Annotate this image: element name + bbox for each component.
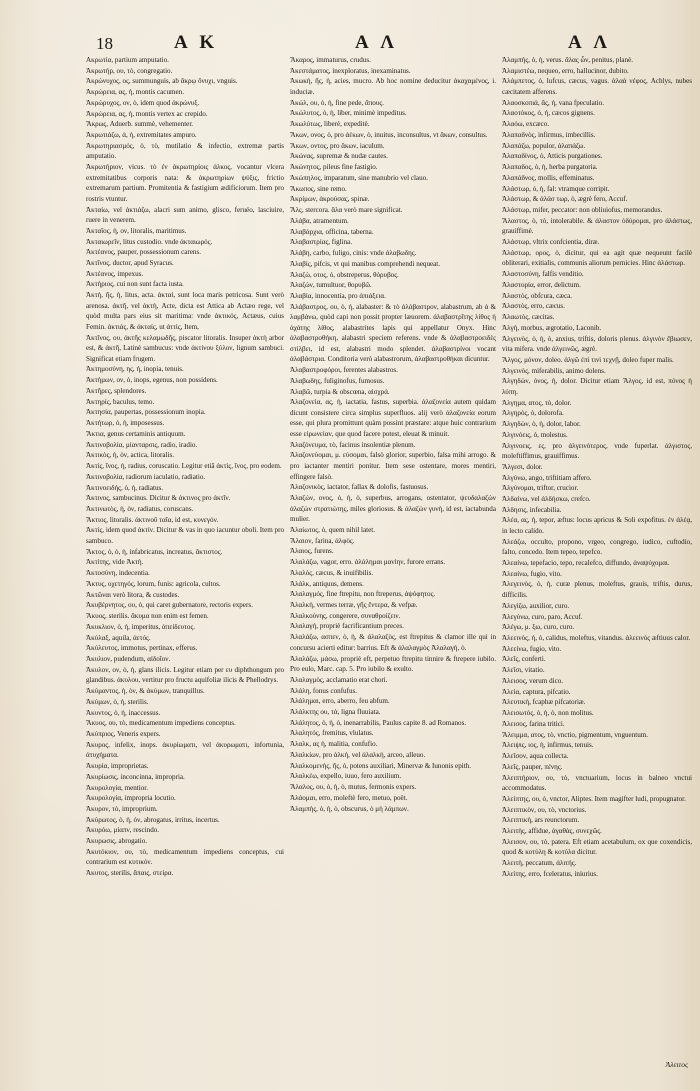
dictionary-entry: Ἀλαβῶ, turpia & obscœna, αἰσχρά. <box>290 387 390 396</box>
dictionary-entry: Ἀλδησις, infecabilia. <box>502 505 562 514</box>
dictionary-entry: Ἀλαστὸς, obfcura, cæca. <box>502 291 573 300</box>
dictionary-entry: Ἀκταῖος, ἡ, ον, litoralis, maritimus. <box>86 226 187 235</box>
dictionary-entry: Ἀλαλκούνης, congerere, συναθροίζειν. <box>290 611 401 620</box>
dictionary-entry: Ἀλαπάδνος, mollis, effeminatus. <box>502 173 595 182</box>
dictionary-entry: Ἀλάβαστρος, ου, ὁ, ἡ, alabaster: & τὸ ἀλάβαστρον, alabastrum, ab ἀ & λαμβάνω, quòd capi non possit propter læuorem. ἀλαβαστρῖτης λίθος ἡ ἀχάτης λίθος, alabastrites lapis qui appellatur Onyx. Hinc ἀλαβαστροθήκη, alabastri speciem referens. vnde & ἀλαβαστροειδὲς στίλβει, id est, alabastri modo splendet. ἀλαβαστρίνοι vocant ἀλαβάστρια. Conditoria verò alabastrorum, ἀλαβαστροθήκαι dicuntur. <box>290 302 496 364</box>
dictionary-entry: Ἀλαβίς, pifcis, vt qui manibus comprehendi nequeat. <box>290 259 441 268</box>
dictionary-entry: Ἀκυλιον, pudendum, αἰδοῖον. <box>86 655 171 664</box>
dictionary-entry: Ἀλαιος, furens. <box>290 547 334 556</box>
dictionary-entry: Ἀκυβέρνητος, ου, ὁ, qui caret gubernatore, rectoris expers. <box>86 601 253 610</box>
dictionary-entry: Ἀλαλητός, fremitus, vlulatus. <box>290 729 374 738</box>
dictionary-entry: Ἀλδαίνω, vel ἀλδήσκω, crefco. <box>502 494 591 503</box>
dictionary-entry: Ἀκυρίωσις, inconcinna, impropria. <box>86 772 185 781</box>
dictionary-entry: Ἀκτῶναι verò litora, & custodes. <box>86 590 180 599</box>
dictionary-entry: Ἄλαλος, ου, ὁ, ἡ, ὁ, mutus, fermonis expers. <box>290 783 417 792</box>
dictionary-entry: Ἀλαοτόκος, ὁ, ἡ, cæcos gignens. <box>502 109 595 118</box>
dictionary-entry: Ἀκυρωσις, abrogatio. <box>86 837 148 846</box>
dictionary-entry: Ἀλαζὼν, ονος, ὁ, ἡ, ὁ, superbus, arrogans, ostentator, ψευδαλαζὼν ἀλαζὼν στρατιώτης, miles gloriosus. & ἀλαζὼν γυνὴ, id est, iactabunda mulier. <box>290 494 496 524</box>
dictionary-entry: Ἀλαλὸς, cæcus, & inuifibilis. <box>290 568 374 577</box>
dictionary-entry: Ἀκτίτης, vide Ἀκτὴ. <box>86 558 144 567</box>
dictionary-entry: Ἀκυτος, sterilis, ἄπαις, στείρα. <box>86 869 174 878</box>
dictionary-entry: Ἀλέγω, μ. ξω, curo, curo. <box>502 623 575 632</box>
dictionary-entry: Ἀλαίωτος, ὁ, quem nihil latet. <box>290 525 376 534</box>
dictionary-entry: Ἀλαοσκοπιά, ᾶς, ἡ, vana fpeculatio. <box>502 98 604 107</box>
dictionary-entry: Ἀκταιωρεῖν, litus custodio. vnde ἀκταιωρός. <box>86 237 213 246</box>
dictionary-entry: Ἀλεισος, verum dico. <box>502 676 564 685</box>
dictionary-entry: Ἀλάβα, atramentum. <box>290 216 349 225</box>
dictionary-entry: Ἀκτησία, paupertas, possessionum inopia. <box>86 408 206 417</box>
dictionary-entry: Ἀκωλύτως, liberè, expeditè. <box>290 120 370 129</box>
dictionary-entry: Ἀλεῖς, pauper, πένης. <box>502 762 563 771</box>
dictionary-entry: Ἀκτινοβολία, radiorum iaculatio, radiatio. <box>86 472 206 481</box>
dictionary-entry: Ἀλεείνω, fugio, vito. <box>502 644 562 653</box>
dictionary-entry: Ἄκτια, genus certaminis antiquum. <box>86 429 186 438</box>
running-head-center: A Λ <box>355 32 399 53</box>
dictionary-entry: Ἀκτινοειδής, ὁ, ἡ, radiatus. <box>86 483 164 492</box>
dictionary-entry: Ἀλάστωρ, ὁ, ἡ, fal: vtramque corripit. <box>502 184 610 193</box>
dictionary-entry: Ἀλγὴ, morbus, ægrotatio, Laconib. <box>502 323 602 332</box>
dictionary-entry: Ἀκτημοσύνη, ης, ἡ, inopia, tenuis. <box>86 365 184 374</box>
dictionary-entry: Ἀλειπτήριον, ου, τὸ, vnctuarium, locus in balneo vnctui accommodatus. <box>502 773 692 793</box>
dictionary-entry: Ἀκτοσύνη, indecentia. <box>86 569 150 578</box>
dictionary-entry: Ἀκρώνυχος, ος, summunguis, ab ἄκρῳ ὄνυχι, vnguis. <box>86 77 238 86</box>
dictionary-entry: Ἀλειτὴ, peccatum, ἀλιτής. <box>502 859 577 868</box>
dictionary-entry: Ἀλαωτὸς, cæcitas. <box>502 313 555 322</box>
dictionary-entry: Ἀκώνας, supremæ & nudæ cautes. <box>290 152 388 161</box>
dictionary-entry: Ἀλαμπής, ὁ, ἡ, verus. ἄλας ὧν, penitus, planè. <box>502 56 634 64</box>
dictionary-entry: Ἀλαόω, excæco. <box>502 120 550 129</box>
dictionary-entry: Ἀκτῖνος, ου, ἀκτῆς κελαμωδῆς, piscator litoralis. Insuper ἀκτὴ arbor est, & ἀκτῆ, Latinè sambucus: vnde ἀκτίνου ξύλον, lignum sambuci. Significat etiam frugem. <box>86 333 284 363</box>
dictionary-entry: Ἀκύμαντος, ἡ, ὁν, & ἀκύμων, tranquillus. <box>86 687 205 696</box>
dictionary-entry: Ἀκωκή, ῆς, ἡ, acies, mucro. Ab hoc nomine deducitur ἀκαχαμένος, i. induciæ. <box>290 77 496 97</box>
dictionary-entry: Ἄκων, ονος, ὁ, pro ἀέκων, ὁ, inuitus, inconsultus, vt ἄκων, consultus. <box>290 130 488 139</box>
dictionary-entry: Ἀλεῖσι, vitatio. <box>502 666 545 675</box>
dictionary-entry: Ἀκρωτήριον, vicus. τὸ ἐν ἀκρωτηρίοις ἀλκος, vocantur vlcera extremitatibus corporis nata: & ἀκρωτηρίων ψύξις, frictio extremarum partium. Promitentia & fastigium ædificiorum. Item pro rostris vtuntur. <box>86 163 284 203</box>
dictionary-entry: Ἀλεῖς, conferti. <box>502 655 546 664</box>
dictionary-entry: Ἀλαβία, innocentia, pro ἀπιάξεια. <box>290 291 386 300</box>
dictionary-entry: Ἀκτινοβολία, μίανταρσις, radio, iradio. <box>86 440 198 449</box>
dictionary-entry: Ἀλάστωρ, ορος, ὁ, dicitur, qui ea agit quæ nequeunt facilè obliterari, exitialis, communis aliorum pernicies. Hinc ἀλάστωρ. <box>502 248 692 268</box>
dictionary-entry: Ἄλειμμα, ατος, τὸ, vnctio, pigmentum, vnguentum. <box>502 730 649 739</box>
running-head-right: A Λ <box>568 32 612 53</box>
dictionary-entry: Ἀλαλκομενής, ῆς, ὁ, potens auxiliari, Minervæ & Iunonis epith. <box>290 761 472 770</box>
dictionary-entry: Ἀλαζόνευμα, τὸ, facinus insolentiæ plenum. <box>290 440 416 449</box>
dictionary-entry: Ἀλαζονεία, ας, ἡ, iactatia, fastus, superbia. ἀλαζονεία autem quidam dicunt consistere circa simplus superfluos. alij verò ἀλαζονεία eorum esse, qui plura promittunt quàm possint præstare: atque huic contrarium esse εἰρωνείαν, que quod facere potest, eleuat & minuit. <box>290 398 496 439</box>
dictionary-entry: Ἀλαζονεύομαι, μ. εύσομαι, falsò glorior, superbio, falsa mihi arrogo. & pro iactanter mentiri ponitur. Item sese ostentare, mores mentiri, effingere falsò. <box>290 451 496 481</box>
column-right <box>502 55 692 1075</box>
dictionary-entry: Ἀλαβαστροφόροι, ferentes alabastros. <box>290 366 398 375</box>
dictionary-entry: Ἀκυρον, τὸ, improprium. <box>86 804 158 813</box>
dictionary-entry: Ἀλαλάζω, vagor, erro. ἀλάλημαι μανίην, furore errans. <box>290 558 446 567</box>
dictionary-entry: Ἀκτήτωρ, ὁ, ἡ, imposessus. <box>86 419 165 428</box>
dictionary-entry: Ἀλεισος, farina tritici. <box>502 719 565 728</box>
dictionary-entry: Ἀλεισον, ου, τὸ, patera. Eft etiam acetabulum, ox que coxendicis, quod & κοτύλη & κοτύλα dicitur. <box>502 837 692 857</box>
dictionary-entry: Ἀλαλαγὴ, propriè facrificantium preces. <box>290 622 404 631</box>
dictionary-entry: Ἀκτηρίς, baculus, temo. <box>86 397 155 406</box>
dictionary-entry: Ακρωτία, partium amputatio. <box>86 56 169 64</box>
dictionary-entry: Ἀλαβάρχια, officina, taberna. <box>290 227 374 236</box>
dictionary-entry: Ἀλαλκ, ας ἡ, malitia, confufio. <box>290 740 378 749</box>
dictionary-entry: Ἀκτέανος, pauper, possessionum carens. <box>86 248 201 257</box>
dictionary-entry: Ἀκύμων, ὁ, ἡ, sterilis. <box>86 697 149 706</box>
dictionary-entry: Ἀκτήμων, ον, ὁ, inops, egenus, non possidens. <box>86 376 218 385</box>
dictionary-entry: Ἀλάλημαι, erro, aberro, feu abfum. <box>290 697 390 706</box>
dictionary-entry: Ἀκτῆρες, splendores. <box>86 386 147 395</box>
dictionary-entry: Ἀλαβωδης, fuliginofus, fumosus. <box>290 376 385 385</box>
dictionary-entry: Ἀλεαίνω, tepefacio, tepo, recalefco, diffundo, ἀναψύχομαι. <box>502 559 670 568</box>
column-middle <box>290 55 496 1075</box>
dictionary-entry: Ἀκτικὸς, ἡ, ὁν, actica, litoralis. <box>86 451 175 460</box>
dictionary-entry: Ἄκτος, ὁ, ὁ, ἡ, infabricatus, increatus, ἄκτιστος. <box>86 547 223 556</box>
dictionary-entry: Ἀλαλκὴ, vermes terræ, γῆς ἔντερα, & vefpæ. <box>290 601 418 610</box>
dictionary-entry: Ἄλγος, μόνον, doleo. ἀλγῶ ἐπὶ τινὶ τεχνῇ, doleo fuper malis. <box>502 355 674 364</box>
dictionary-entry: Ἄλαιον, farina, ἀλφὸς. <box>290 536 355 545</box>
dictionary-entry: Ἀκτινος, sambucinus. Dicitur & ἀκτινος pro ἀκτῖν. <box>86 494 231 503</box>
dictionary-entry: Ἀλγηρὸς, ὁ, dolorofa. <box>502 409 564 418</box>
dictionary-entry: Ἀλείπτης, ου, ὁ, vnctor, Aliptes. Item magifter ludi, propugnator. <box>502 794 686 803</box>
dictionary-entry: Ἀλάμπετος, ὁ, lufcus, cæcus, vagus. ἀλαὰ νέφος, Achlys, nubes cæcitatem afferens. <box>502 77 692 97</box>
dictionary-entry: Ἀκυρος, infelix, inops. ἀκυρίωματι, vel ἀκυρωματι, infortunia, ἀτυχήματα. <box>86 740 284 760</box>
dictionary-entry: Ἄλαστος, ὁ, τὸ, intolerabile. & ἀλαστον ὀδύρομαι, pro ἀλάστως, grauiffimè. <box>502 216 692 236</box>
dictionary-entry: Ἄκυος, ου, τὸ, medicamentum impediens conceptus. <box>86 719 236 728</box>
dictionary-entry: Ἀκώπηλος, imparatum, sine manubrio vel clauo. <box>290 173 428 182</box>
dictionary-entry: Ἀλεαίνω, fugio, vito. <box>502 569 562 578</box>
dictionary-entry: Ἀλάστωρ, & ἀλάσ τωρ, ὁ, ægrè fero, Accuf. <box>502 195 628 204</box>
dictionary-entry: Ἀκρίμων, ἀκρούσας, spinæ. <box>290 195 370 204</box>
dictionary-entry: Ἀλάομαι, erro, moleftè fero, metuo, poët. <box>290 793 408 802</box>
dictionary-entry: Ἀλέα, ας, ἡ, tepor, æftus: locus apricus & Soli expofitus. ἐν ἀλέᾳ, in lecto calido. <box>502 516 692 535</box>
dictionary-entry: Ἀκύπριος, Veneris expers. <box>86 730 161 739</box>
dictionary-entry: Ἀλαστὸς, erro, cæcus. <box>502 302 565 311</box>
dictionary-entry: Ἀλαμιστέω, nequeo, erro, hallucinor, dubito. <box>502 66 629 75</box>
dictionary-entry: Ἀλείτης, erro, fceleratus, iniurius. <box>502 869 598 878</box>
dictionary-entry: Ἀλεία, captura, pifcatio. <box>502 687 571 696</box>
column-left <box>86 55 284 1075</box>
dictionary-entry: Ἀλγηδὼν, ὁ, ἡ, dolor, labor. <box>502 420 581 429</box>
page-number: 18 <box>96 34 113 53</box>
dictionary-entry: Ἀκώλυτος, ὁ, ἡ, liber, minimè impeditus. <box>290 109 407 118</box>
dictionary-entry: Ἀκτή, ῆς, ἡ, litus, acta. ἀκταὶ, sunt loca maris petricosa. Sunt verò arenosa. ἀκτῆ, vel ἀκτὴ, Acte, dicta est Attica ab Actæo rege, vel quòd multa pars eius sit maritima: vnde ἀκτικός, Actæus, cuius Femin. ἀκτιάς, & ἀκταίς, ut ἀττὶς, Item, <box>86 291 284 331</box>
running-head-left: A K <box>174 32 219 53</box>
dictionary-entry: Ἄλγεσι, dolor. <box>502 462 543 471</box>
dictionary-entry: Ἀλάλη, fonus confufus. <box>290 686 358 695</box>
dictionary-entry: Ἀκυρολογία, mentior. <box>86 783 149 792</box>
dictionary-entry: Ἀλάστωρ, mifer, peccator: non obliuiofus, memorandus. <box>502 206 663 215</box>
dictionary-entry: Ἀλαλαγμός, fine ftrepitu, non ftreperus, ἀψόφητος. <box>290 590 436 599</box>
dictionary-entry: Ἄκυος, sterilis. ἄκυμα non enim est femen. <box>86 612 209 621</box>
dictionary-entry: Ἀκτήριος, cui non sunt facta iusta. <box>86 280 184 289</box>
dictionary-entry: Ἀκώλ, ου, ὁ, ἡ, fine pede, ἄπους. <box>290 98 384 107</box>
dictionary-entry: Ἀκώνητος, pileus fine fastigio. <box>290 163 378 172</box>
dictionary-entry: Ἀλαπαδος, ὁ, ἡ, herba purgatoria. <box>502 163 598 172</box>
dictionary-entry: Ἀλεῖσον, aqua collecta. <box>502 752 569 761</box>
dictionary-entry: Ἀλεγεινὸς, ὁ, ἡ, curæ plenus, moleftus, grauis, triftis, durus, difficilis. <box>502 580 692 600</box>
dictionary-entry: Ἀλγημα, ατος, τὸ, dolor. <box>502 398 572 407</box>
dictionary-entry: Ἀλειπτικὸν, ου, τὸ, vnctorius. <box>502 805 587 814</box>
dictionary-entry: Ἀλεεινὸς, ἡ, ὁ, calidus, moleftus, vitandus. ἀλεεινὸς æftiuus calor. <box>502 633 691 642</box>
catchword: Ἀλειτος <box>665 1060 688 1069</box>
dictionary-entry: Ἀλαπαδνὸς, infirmus, imbecillis. <box>502 130 596 139</box>
dictionary-entry: Ἀλάλκτης ου, τὰ, ligna fluuiata. <box>290 707 381 716</box>
dictionary-entry: Ἀλαστοσύνη, falfis venditio. <box>502 270 584 279</box>
dictionary-entry: Ἀλαλκέω, expello, iuuo, fero auxilium. <box>290 772 402 781</box>
dictionary-entry: Ἄκωπος, sine remo. <box>290 184 347 193</box>
dictionary-entry: Ἀκρωτιάζω, ἀ, ἡ, extremitates ampuro. <box>86 131 197 140</box>
dictionary-entry: Ἀλεγίζω, auxilior, curo. <box>502 601 570 610</box>
dictionary-entry: Ἀκρώρυχος, ον, ὁ, idem quod ἀκρώνυξ. <box>86 98 200 107</box>
dictionary-entry: Ἀκτίς, ῖνος, ἡ, radius, coruscatio. Legitur etiā ἀκτὶς, ῖνος, pro eodem. <box>86 462 282 471</box>
dictionary-entry: Ἀλάλητος, ὁ, ἡ, ὁ, inenarrabilis, Paulus capite 8. ad Romanos. <box>290 718 467 727</box>
dictionary-entry: Ἀλαστορία, error, delictum. <box>502 280 581 289</box>
dictionary-entry: Ἄλς, stercora. ἄλα verò mare significat. <box>290 206 403 215</box>
dictionary-entry: Ἀλαπάζω, populor, ἀλαπάζω. <box>502 141 586 150</box>
dictionary-entry: Ἀλευτικὴ, fcaphæ pifcatoriæ. <box>502 698 586 707</box>
dictionary-entry: Ἀλγύνομαι, triftor, crucior. <box>502 484 579 493</box>
dictionary-entry: Ἄκων, οντος, pro ἄκων, iaculum. <box>290 141 385 150</box>
dictionary-entry: Ἀκεστάματος, inexploratus, inexaminatus. <box>290 66 411 75</box>
dictionary-entry: Ἀλεγύνω, curo, paro, Accuf. <box>502 612 583 621</box>
dictionary-entry: Ἀλγηδὼν, όνος, ἡ, dolor. Dicitur etiam Ἄλγος, id est, πόνος ἡ λύπη. <box>502 377 692 396</box>
dictionary-entry: Ἀλγινοεις, ες, pro ἀλγεινότερος, vnde fuperlat. ἀλγιστος, moleftiffimus, grauiffimus. <box>502 441 692 461</box>
dictionary-entry: Ἀλαζονικὸς, iactator, fallax & dolofis, fastuosus. <box>290 483 429 492</box>
dictionary-entry: Ἀκτίς, idem quod ἀκτίν. Dicitur & vas in quo iacuntur oboli. Item pro sambuco. <box>86 526 284 545</box>
dictionary-entry: Ἀλαβαστρίας, figlina. <box>290 238 353 247</box>
dictionary-entry: Ἀλγεινὸς, ὁ, ἡ, ὁ, anxius, triftis, doloris plenus. ἀλγινὸν ἔβιωσεν, vita mifera. vnde ἀλγεινῶς, ægrè. <box>502 334 692 354</box>
dictionary-entry: Ἀλεάζω, occulto, propono, vrgeo, congrego, iudico, cuftodio, falto, concedo. Item tepeo, tepefco. <box>502 537 692 557</box>
dictionary-entry: Ἀκτέανος, impexus. <box>86 269 144 278</box>
dictionary-entry: Ἄκρως, Aduerb. summè, vehementer. <box>86 120 194 129</box>
dictionary-entry: Ἀλειτὴς, affidue, ἀγαθὰς, συνεχῶς. <box>502 827 602 835</box>
dictionary-entry: Ἀκρώρεια, ας, ἡ, montis vertex ac crepido. <box>86 109 208 118</box>
dictionary-entry: Ἀλάστωρ, vltrix confcientia, diræ. <box>502 238 600 247</box>
dictionary-entry: Ἀλαζὼ, οτος, ὁ, obstreperus, θόρυβος. <box>290 270 399 279</box>
dictionary-entry: Ἀλγύνω, ango, triftitiam affero. <box>502 473 592 482</box>
dictionary-entry: Ἀλαλαγμὸς, acclamatio erat chori. <box>290 675 388 684</box>
dictionary-entry: Ἀκυλον, ον, ὁ, ἡ, glans ilicis. Legitur etiam per ευ diphthongum pro glandibus. ἀκυλου, vertitur pro fructu aquifoliæ ilicis & Phellodrys. <box>86 665 284 685</box>
dictionary-entry: Ἀκύλευτος, immotus, pertinax, efferus. <box>86 644 198 653</box>
dictionary-entry: Ἀλάλκ, antiquus, demens. <box>290 579 364 588</box>
dictionary-entry: Ἀκύλαξ, aquila, ἀετός. <box>86 633 151 642</box>
dictionary-entry: Ἀκυρολογία, impropria locutio. <box>86 794 176 803</box>
dictionary-entry: Ἀκύρωτος, ὁ, ἡ, ὁν, abrogatus, irritus, incertus. <box>86 815 220 824</box>
dictionary-entry: Ἄκτυς, οχετηγός, lorum, funis: agricola, cultos. <box>86 579 221 588</box>
dictionary-entry: Ἄκαρος, immaturus, crudus. <box>290 56 371 64</box>
dictionary-entry: Ἀλαλάζω, ασπεν, ὁ, ἡ, & ἀλαλαζὸς, est ftrepitus & clamor ille qui in concursu acierti editur: barrius. Eft & ἀλαλαγμὸς Ἀλαλαγή, ὁ. <box>290 633 496 652</box>
dictionary-entry: Ἀκυκλιον, ὁ, ἡ, imperitus, ἀπείδευτος. <box>86 622 196 631</box>
dictionary-entry: Ἄκτιος, litoralis. ἀκτινοῦ ταῖα, id est, κυνεγόν. <box>86 515 219 524</box>
dictionary-entry: Ἀκυρία, improprietas. <box>86 762 149 771</box>
dictionary-entry: Ἀκυρόω, μίαπν, rescindo. <box>86 826 160 835</box>
dictionary-entry: Ἀλγεινὸς, miferabilis, animo dolens. <box>502 366 606 375</box>
dictionary-entry: Ἀκρωτήρ, ου, τὸ, congregatio. <box>86 66 173 75</box>
dictionary-entry: Ἀλαλκίων, pro ἀλκή, vel ἀλαλκή, arceo, alleuo. <box>290 750 426 759</box>
dictionary-entry: Ἀλγινόεις, ὁ, molestus. <box>502 430 568 439</box>
dictionary-entry: Ἀλεισωτὸς, ὁ, ἡ, ὁ, non molitus. <box>502 709 594 718</box>
dictionary-entry: Ἀκρώρεια, ας, ἡ, montis cacumen. <box>86 88 184 97</box>
dictionary-entry: Ἀκτῖνος, ductor, apud Syracus. <box>86 259 174 268</box>
dictionary-entry: Ἀλαλάζω, μάσω, propriè eft, perpetuo ftrepitu tinnire & ftrepere iubilo. Pro eulo, Marc. cap. 5. Pro iubilo & exulto. <box>290 654 496 674</box>
dictionary-entry: Ἀκρωτηριασμός, ὁ, τὸ, mutilatio & infectio, extremæ partis amputatio. <box>86 141 284 161</box>
dictionary-entry: Ἀκτινωτὸς, ἡ, ὁν, radiatus, coruscans. <box>86 504 194 513</box>
dictionary-entry: Ἀλειψις, ιος, ἡ, infirmus, tenuis. <box>502 741 594 750</box>
dictionary-entry: Ἀλάβη, carbo, fuligo, cinis: vnde ἀλαβωδης. <box>290 249 417 258</box>
dictionary-entry: Ἀλειπτικὴ, ars reunctorum. <box>502 816 580 825</box>
dictionary-entry: Ἀλαπαδίνος, ὁ, Atticis purgationes. <box>502 152 603 161</box>
dictionary-entry: Ἀκυντος, ὁ, ἡ, inaccessus. <box>86 708 161 717</box>
dictionary-entry: Ἀλαμπὴς, ὁ, ἡ, ὁ, obscurus, ὁ μὴ λάμπων. <box>290 804 409 813</box>
dictionary-entry: Ἀκυτόκιον, ου, τὸ, medicamentum impediens conceptus, cui contrarium est κυτικόν. <box>86 847 284 867</box>
dictionary-entry: Ἀκταίω, vel ἀκτιάζω, alacri sum animo, glisco, feruéo, lasciuire, ruere in venerem. <box>86 205 284 225</box>
dictionary-entry: Ἀλαζών, tumultuor, θορυβῶ. <box>290 281 372 290</box>
